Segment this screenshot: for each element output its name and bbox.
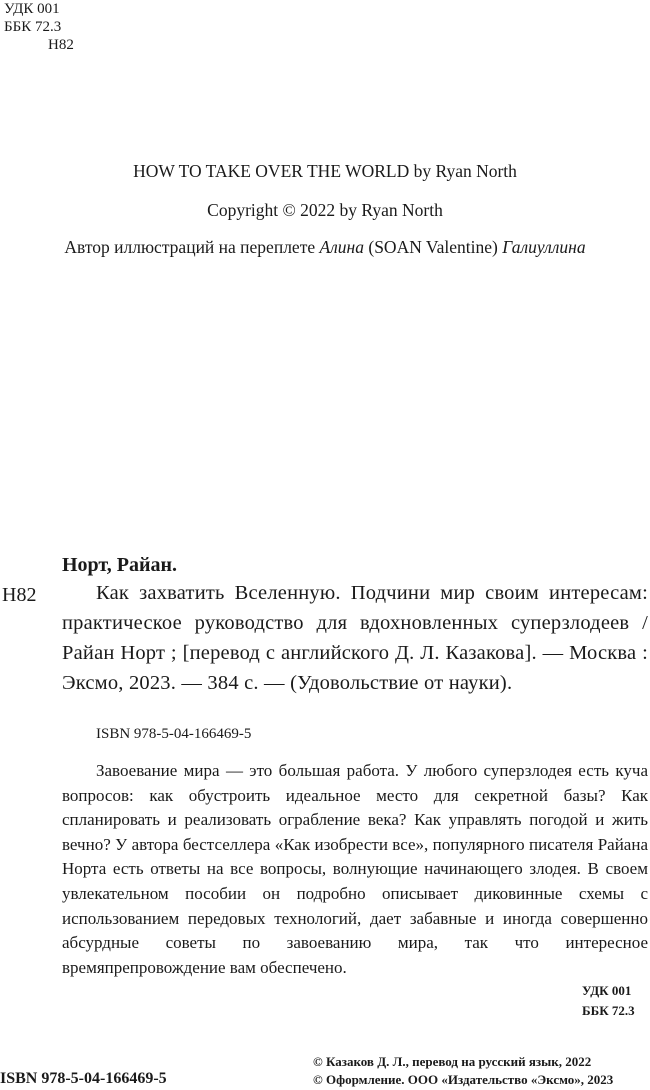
catalog-classification xyxy=(582,981,635,1021)
catalog-annotation: Завоевание мира — это большая работа. У любого суперзлодея есть куча вопросов: как обустроить идеальное место для секретной базы? Как спланировать и реализовать ограбление века? Как управлять погодой и жить вечно? У автора бестселлера «Как изобрести все», популярного писателя Райана Норта есть ответы на все вопросы, волнующие начинающего злодея. В своем увлекательном пособии он подробно описывает диковинные схемы с использованием передовых технологий, дает забавные и иногда совершенно абсурдные советы по завоеванию мира, так что интересное времяпрепровождение вам обеспечено. xyxy=(62,761,648,977)
footer-copyrights xyxy=(313,1053,613,1089)
copyright-line: Copyright © 2022 by Ryan North xyxy=(207,200,443,220)
catalog-udk: УДК 001 xyxy=(582,983,632,998)
original-title-line: HOW TO TAKE OVER THE WORLD by Ryan North xyxy=(133,161,517,181)
illustrator-last-name: Галиуллина xyxy=(502,237,586,257)
top-udk: УДК 001 xyxy=(4,1,60,17)
top-codes xyxy=(4,0,74,54)
top-bbk: ББК 72.3 xyxy=(4,19,62,35)
top-author-mark: Н82 xyxy=(48,37,74,53)
catalog-description: Как захватить Вселенную. Подчини мир своим интересам: практическое руководство для вдохновленных суперзлодеев / Райан Норт ; [перевод с английского Д. Л. Казакова]. — Москва : Эксмо, 2023. — 384 с. — (Удовольствие от науки). xyxy=(62,582,648,694)
catalog-isbn: ISBN 978-5-04-166469-5 xyxy=(96,726,252,742)
illustrator-prefix: Автор иллюстраций на переплете xyxy=(64,237,316,257)
footer-isbn: ISBN 978-5-04-166469-5 xyxy=(0,1070,167,1087)
illustrator-alias: (SOAN Valentine) xyxy=(368,237,498,257)
footer-design-copyright: © Оформление. ООО «Издательство «Эксмо», 2023 xyxy=(313,1072,614,1087)
catalog-bbk: ББК 72.3 xyxy=(582,1003,635,1018)
catalog-author-heading: Норт, Райан. xyxy=(62,554,177,576)
illustrator-first-name: Алина xyxy=(319,237,364,257)
footer-translation-copyright: © Казаков Д. Л., перевод на русский язык, 2022 xyxy=(313,1054,592,1069)
catalog-author-mark: Н82 xyxy=(2,584,37,606)
illustrator-line xyxy=(0,237,650,258)
